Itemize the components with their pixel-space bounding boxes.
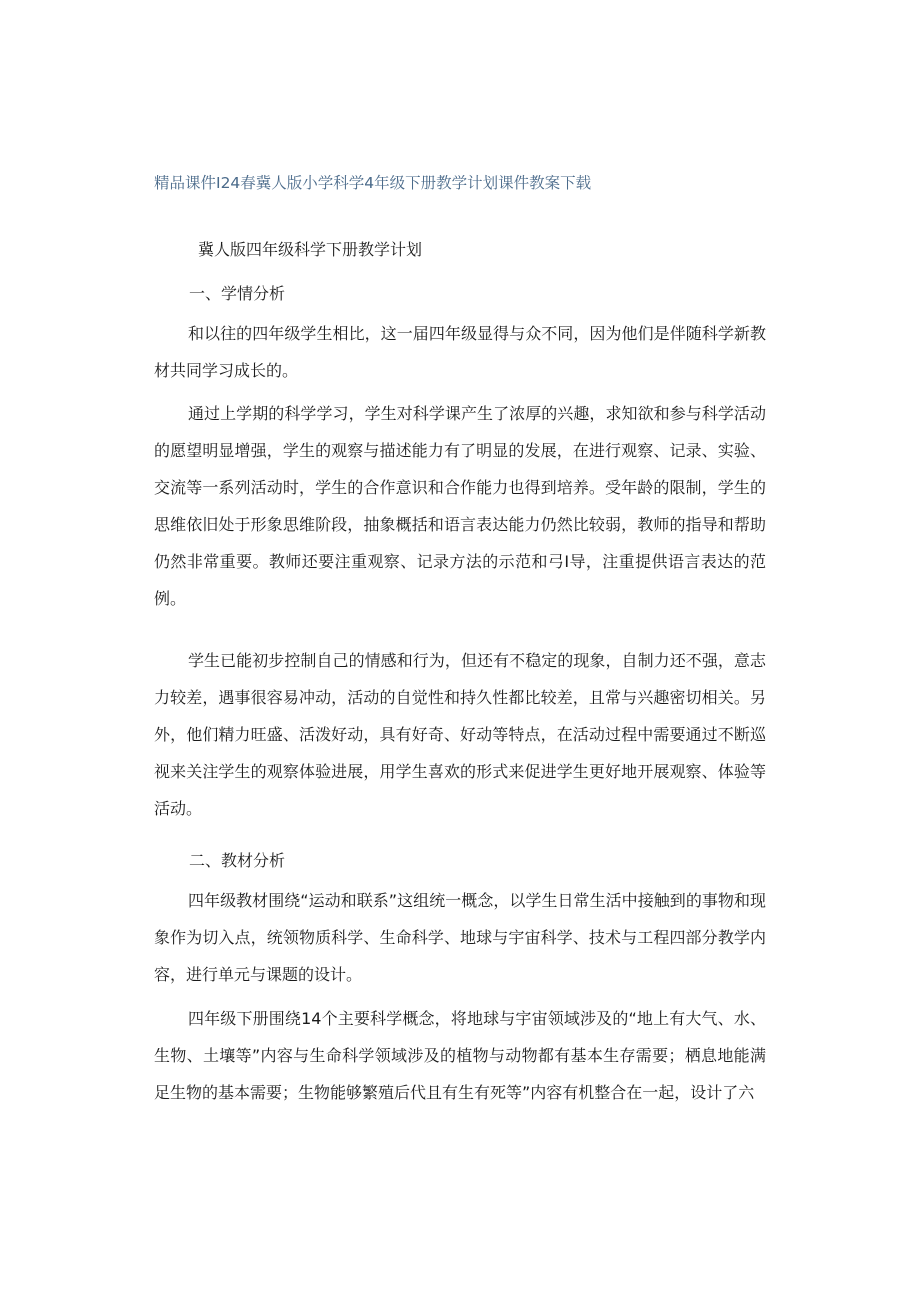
header-title: 精品课件I24春冀人版小学科学4年级下册教学计划课件教案下载 (154, 174, 592, 192)
paragraph: 四年级下册围绕14个主要科学概念，将地球与宇宙领域涉及的“地上有大气、水、生物、土壤等”内容与生命科学领域涉及的植物与动物都有基本生存需要；栖息地能满足生物的基本需要；生物能够繁殖后代且有生有死等”内容有机整合在一起，设计了六 (154, 1009, 766, 1102)
document-title: 冀人版四年级科学下册教学计划 (198, 240, 423, 259)
paragraph: 学生已能初步控制自己的情感和行为，但还有不稳定的现象，自制力还不强，意志力较差，遇事很容易冲动，活动的自觉性和持久性都比较差，且常与兴趣密切相关。另外，他们精力旺盛、活泼好动，具有好奇、好动等特点，在活动过程中需要通过不断巡视来关注学生的观察体验进展，用学生喜欢的形式来促进学生更好地开展观察、体验等活动。 (154, 651, 766, 818)
paragraph: 四年级教材围绕“运动和联系”这组统一概念，以学生日常生活中接触到的事物和现象作为切入点，统领物质科学、生命科学、地球与宇宙科学、技术与工程四部分教学内容，进行单元与课题的设计。 (154, 891, 766, 984)
section-heading-learning-analysis: 一、学情分析 (189, 284, 286, 303)
paragraph: 通过上学期的科学学习，学生对科学课产生了浓厚的兴趣，求知欲和参与科学活动的愿望明显增强，学生的观察与描述能力有了明显的发展，在进行观察、记录、实验、交流等一系列活动时，学生的合作意识和合作能力也得到培养。受年龄的限制，学生的思维依旧处于形象思维阶段，抽象概括和语言表达能力仍然比较弱，教师的指导和帮助仍然非常重要。教师还要注重观察、记录方法的示范和弓I导，注重提供语言表达的范例。 (154, 404, 766, 608)
section-heading-textbook-analysis: 二、教材分析 (189, 851, 286, 870)
paragraph: 和以往的四年级学生相比，这一届四年级显得与众不同，因为他们是伴随科学新教材共同学习成长的。 (154, 324, 766, 380)
